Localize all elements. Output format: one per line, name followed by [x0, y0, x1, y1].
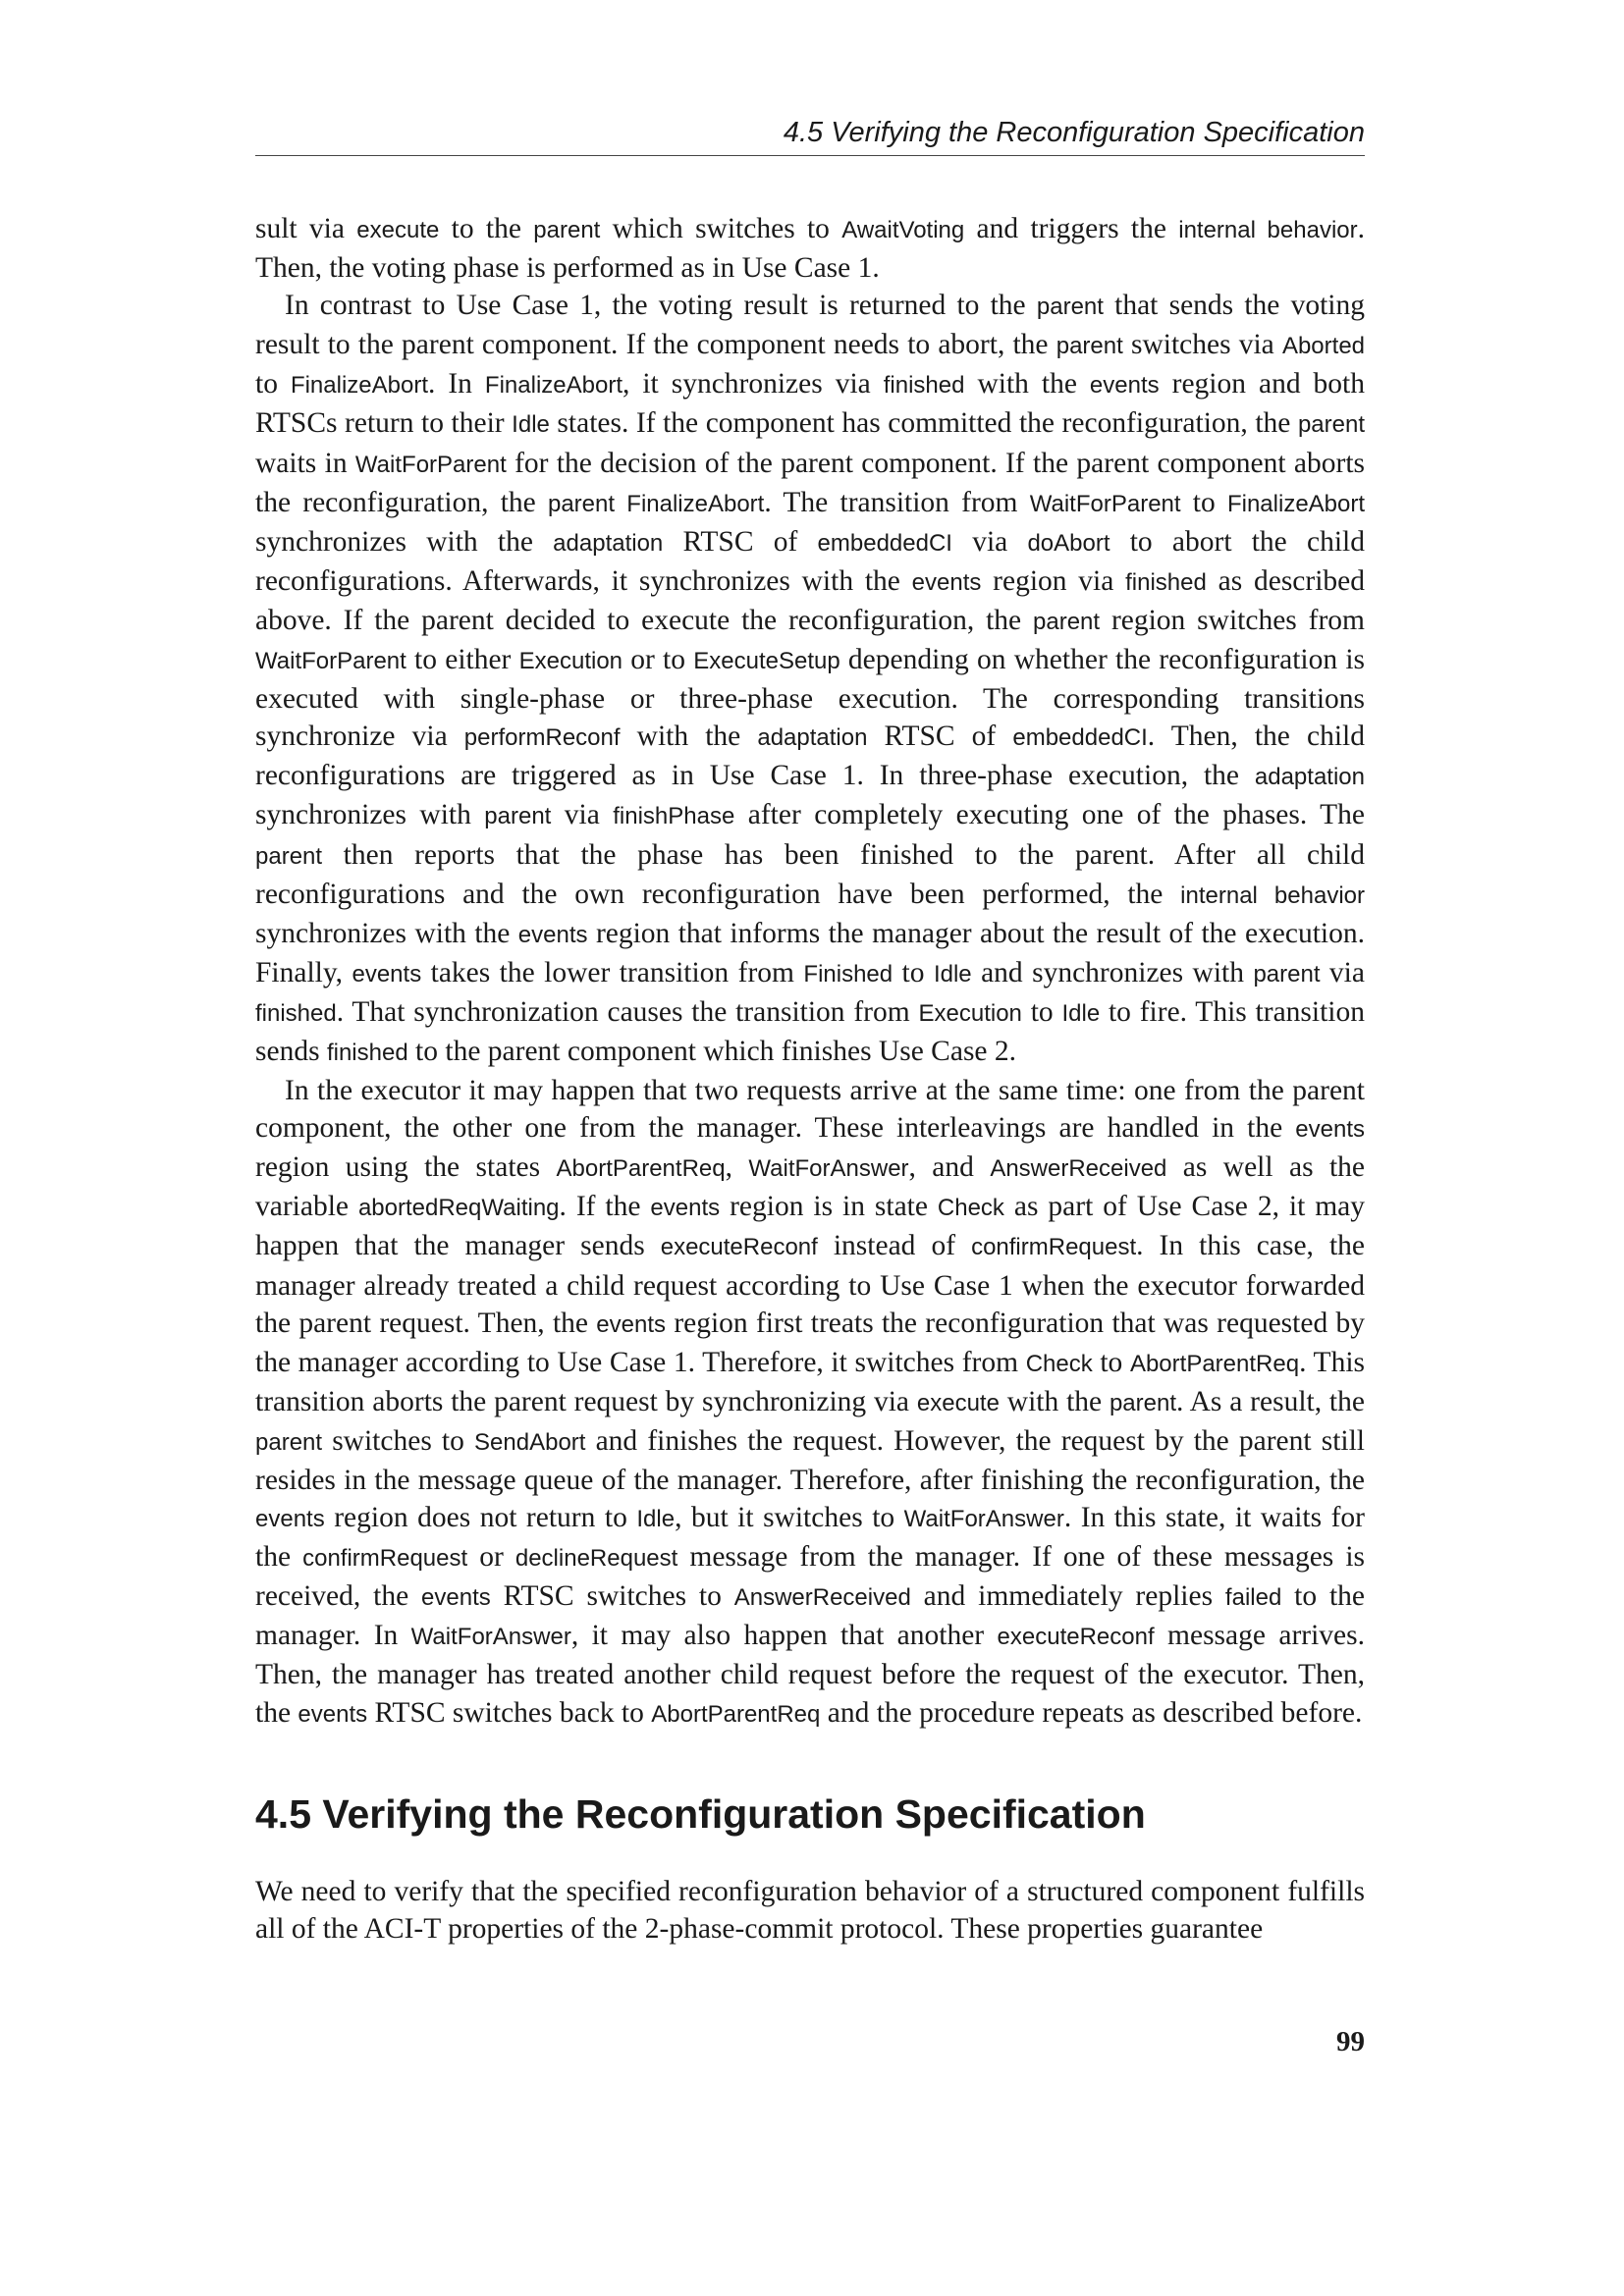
text-run: to the — [439, 213, 534, 244]
identifier: executeReconf — [660, 1234, 818, 1261]
text-run: region and both RTSCs return to their — [255, 368, 1365, 440]
identifier: confirmRequest — [971, 1234, 1137, 1261]
identifier: FinalizeAbort — [626, 490, 765, 517]
identifier: events — [1295, 1116, 1365, 1144]
identifier: WaitForParent — [354, 451, 507, 478]
text-run: . That synchronization causes the transition from — [336, 995, 919, 1028]
identifier: adaptation — [757, 724, 868, 752]
text-run: In the executor it may happen that two requests arrive at the same time: one from the parent component, the other one from the manager. These interleavings are handled in the — [255, 1075, 1365, 1145]
paragraph-2 — [255, 287, 1365, 1072]
identifier: performReconf — [463, 724, 621, 752]
identifier: Finished — [803, 960, 893, 988]
identifier: Idle — [933, 960, 972, 988]
identifier: events — [1089, 372, 1160, 400]
identifier: Check — [1025, 1350, 1093, 1377]
section-heading — [255, 1789, 1365, 1840]
text-run: as described above. If the parent decided to execute the reconfiguration, the — [255, 564, 1366, 636]
identifier: adaptation — [553, 529, 664, 557]
identifier: events — [298, 1700, 368, 1728]
identifier: AbortParentReq — [556, 1155, 726, 1183]
identifier: finishPhase — [613, 803, 735, 830]
identifier: AbortParentReq — [1129, 1350, 1300, 1377]
identifier: embeddedCI — [817, 529, 952, 557]
text-run: to — [1021, 995, 1062, 1028]
page-number: 99 — [1336, 2026, 1365, 2057]
section-title: Verifying the Reconfiguration Specification — [322, 1790, 1146, 1837]
text-run: , it may also happen that another — [570, 1620, 998, 1652]
identifier: declineRequest — [514, 1545, 678, 1573]
text-run: message arrives. Then, the manager has treated another child request before the request of the executor. Then, the — [255, 1620, 1366, 1729]
text-run: region using the states — [255, 1151, 557, 1184]
text-run: to the parent component which finishes Use Case 2. — [407, 1035, 1017, 1067]
text-run: and immediately replies — [910, 1580, 1225, 1613]
identifier: parent — [1297, 411, 1365, 439]
identifier: parent — [1036, 294, 1104, 321]
identifier: finished — [883, 372, 965, 400]
text-run: , but it switches to — [675, 1502, 904, 1534]
text-run: states. If the component has committed the reconfiguration, the — [549, 407, 1298, 440]
identifier: execute — [916, 1389, 1000, 1416]
identifier: internal behavior — [1180, 881, 1365, 909]
running-header — [255, 110, 1365, 156]
text-run: then reports that the phase has been finished to the parent. After all child reconfigurations and the own reconfiguration have been performed, the — [255, 838, 1365, 910]
text-run: switches to — [322, 1424, 475, 1457]
text-run: synchronizes with the — [255, 917, 518, 949]
text-run: via — [551, 799, 614, 831]
identifier: SendAbort — [474, 1428, 586, 1456]
identifier: AbortParentReq — [651, 1700, 821, 1728]
text-run: to — [1092, 1346, 1130, 1378]
text-run: , and — [908, 1151, 991, 1184]
text-run: after completely executing one of the phases. The — [734, 799, 1365, 831]
text-run: region does not return to — [324, 1502, 637, 1534]
text-run: and synchronizes with — [971, 956, 1254, 988]
identifier: Idle — [636, 1506, 676, 1533]
text-run: for the decision of the parent component. If the parent component aborts the reconfiguration, the — [255, 447, 1366, 518]
identifier: parent — [1253, 960, 1321, 988]
text-run: . In this case, the manager already treated a child request according to Use Case 1 when the executor forwarded the parent request. Then, the — [255, 1230, 1366, 1339]
identifier: parent — [1056, 333, 1123, 360]
text-run: RTSC switches to — [490, 1580, 734, 1613]
identifier: ExecuteSetup — [693, 648, 840, 675]
text-run: RTSC of — [867, 721, 1013, 753]
text-run: with the — [964, 368, 1090, 400]
running-header-title: 4.5 Verifying the Reconfiguration Specification — [783, 117, 1365, 148]
identifier: FinalizeAbort — [1226, 490, 1366, 517]
identifier: events — [421, 1584, 491, 1612]
text-run — [615, 487, 626, 518]
identifier: FinalizeAbort — [484, 372, 623, 400]
identifier: WaitForAnswer — [903, 1506, 1064, 1533]
text-run: . This transition aborts the parent request by synchronizing via — [255, 1346, 1365, 1417]
identifier: WaitForAnswer — [748, 1155, 909, 1183]
identifier: events — [911, 568, 982, 596]
text-run: . Then, the voting phase is performed as in Use Case 1. — [255, 213, 1365, 285]
identifier: parent — [484, 803, 552, 830]
identifier: FinalizeAbort — [290, 372, 428, 400]
identifier: execute — [356, 217, 440, 243]
text-run: to fire. This transition sends — [255, 995, 1365, 1067]
text-run: depending on whether the reconfiguration is executed with single-phase or three-phase execution. The corresponding transitions synchronize via — [255, 644, 1366, 753]
identifier: internal behavior — [1178, 217, 1358, 243]
identifier: finished — [326, 1039, 408, 1066]
text-run: region switches from — [1100, 604, 1365, 636]
text-run: region via — [981, 564, 1126, 597]
body-text — [255, 210, 1365, 1948]
identifier: WaitForAnswer — [410, 1624, 571, 1651]
text-run: instead of — [817, 1230, 972, 1262]
text-run: region that informs the manager about the result of the execution. Finally, — [255, 917, 1365, 988]
identifier: doAbort — [1027, 529, 1110, 557]
section-number: 4.5 — [255, 1790, 311, 1837]
text-run: to either — [406, 644, 519, 676]
text-run: . If the — [559, 1191, 651, 1223]
text-run: takes the lower transition from — [421, 956, 804, 988]
identifier: abortedReqWaiting — [357, 1195, 560, 1222]
identifier: parent — [1109, 1389, 1177, 1416]
identifier: embeddedCI — [1012, 724, 1148, 752]
text-run: via — [1320, 956, 1365, 988]
text-run: In contrast to Use Case 1, the voting result is returned to the — [285, 290, 1037, 322]
identifier: Idle — [512, 411, 550, 439]
text-run: . The transition from — [764, 486, 1030, 518]
text-run: , it synchronizes via — [622, 368, 884, 400]
text-run: waits in — [255, 447, 355, 479]
text-run: and triggers the — [964, 213, 1179, 244]
text-run: which switches to — [600, 213, 842, 244]
identifier: Idle — [1061, 999, 1101, 1027]
identifier: events — [596, 1310, 667, 1338]
identifier: WaitForParent — [255, 648, 406, 675]
text-run: to — [1180, 486, 1227, 518]
identifier: executeReconf — [997, 1624, 1155, 1651]
text-run: . Then, the child reconfigurations are triggered as in Use Case 1. In three-phase execution, the — [255, 721, 1365, 792]
text-run: and finishes the request. However, the request by the parent still resides in the message queue of the manager. Therefore, after finishing the reconfiguration, the — [255, 1424, 1366, 1496]
identifier: events — [650, 1195, 721, 1222]
text-run: to — [255, 368, 291, 400]
text-run: . In this state, it waits for the — [255, 1502, 1365, 1574]
text-run: to abort the child reconfigurations. Afterwards, it synchronizes with the — [255, 525, 1365, 597]
identifier: Execution — [518, 648, 623, 675]
section-intro-paragraph — [255, 1873, 1365, 1948]
text-run: to — [893, 956, 934, 988]
text-run: to the manager. In — [255, 1580, 1365, 1652]
text-run: switches via — [1122, 329, 1282, 361]
text-run: with the — [999, 1385, 1110, 1417]
text-run: synchronizes with the — [255, 525, 554, 558]
text-run: RTSC of — [663, 525, 818, 558]
text-run: synchronizes with — [255, 799, 485, 831]
text-run: that sends the voting result to the parent component. If the component needs to abort, the — [255, 290, 1365, 361]
text-run: , — [725, 1151, 749, 1184]
paragraph-1 — [255, 210, 1365, 287]
identifier: events — [517, 921, 588, 948]
text-run: region is in state — [720, 1191, 938, 1223]
identifier: events — [352, 960, 422, 988]
text-run: RTSC switches back to — [367, 1696, 652, 1729]
identifier: parent — [1033, 608, 1101, 635]
text-run: region first treats the reconfiguration that was requested by the manager according to Use Case 1. Therefore, it switches from — [255, 1307, 1365, 1378]
text-run: or to — [623, 644, 694, 676]
identifier: adaptation — [1254, 764, 1365, 791]
identifier: Execution — [918, 999, 1022, 1027]
text-run: . As a result, the — [1176, 1385, 1365, 1417]
text-run: or — [467, 1541, 515, 1574]
identifier: finished — [255, 999, 337, 1027]
text-run: via — [951, 525, 1028, 558]
identifier: finished — [1125, 568, 1207, 596]
identifier: parent — [255, 842, 323, 870]
identifier: WaitForParent — [1029, 490, 1181, 517]
text-run: as part of Use Case 2, it may happen that the manager sends — [255, 1191, 1366, 1262]
text-run: We need to verify that the specified reconfiguration behavior of a structured component fulfills all of the ACI-T properties of the 2-phase-commit protocol. These properties guarantee — [255, 1875, 1365, 1945]
identifier: parent — [547, 490, 616, 517]
identifier: parent — [255, 1428, 323, 1456]
identifier: Aborted — [1281, 333, 1366, 360]
text-run: sult via — [255, 213, 357, 244]
identifier: AnswerReceived — [990, 1155, 1167, 1183]
identifier: AnswerReceived — [733, 1584, 911, 1612]
identifier: confirmRequest — [302, 1545, 468, 1573]
text-run: . In — [428, 368, 485, 400]
identifier: events — [255, 1506, 325, 1533]
text-run: and the procedure repeats as described before. — [820, 1696, 1363, 1729]
identifier: AwaitVoting — [841, 217, 965, 243]
identifier: failed — [1224, 1584, 1282, 1612]
text-run: message from the manager. If one of these messages is received, the — [255, 1541, 1365, 1613]
identifier: Check — [937, 1195, 1004, 1222]
text-run: as well as the variable — [255, 1151, 1366, 1223]
paragraph-3 — [255, 1072, 1365, 1734]
text-run: with the — [620, 721, 758, 753]
identifier: parent — [533, 217, 601, 243]
